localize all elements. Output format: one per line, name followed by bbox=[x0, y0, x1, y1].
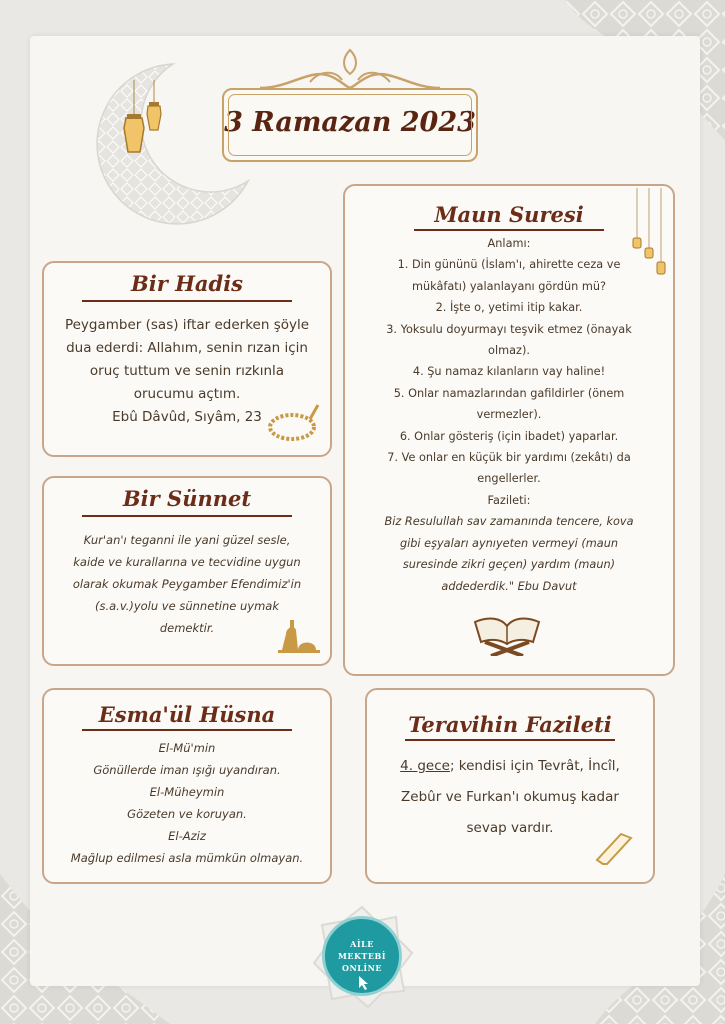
maun-line: suresinde zikri geçen) yardım (maun) bbox=[402, 558, 616, 572]
teravih-card bbox=[365, 688, 655, 884]
lantern-icon bbox=[118, 80, 168, 170]
hadis-line: dua ederdi: Allahım, senin rızan için bbox=[66, 340, 308, 356]
ewer-icon bbox=[276, 614, 322, 654]
maun-line: 5. Onlar namazlarından gafildirler (önem bbox=[393, 386, 625, 400]
logo-line-3: ONLİNE bbox=[341, 963, 383, 973]
sunnet-rule bbox=[82, 515, 292, 517]
esma-card bbox=[42, 688, 332, 884]
maun-line: 6. Onlar gösteriş (için ibadet) yaparlar. bbox=[399, 429, 619, 443]
small-lanterns-icon bbox=[631, 188, 667, 278]
maun-rule bbox=[414, 229, 604, 231]
sunnet-line: demektir. bbox=[159, 621, 215, 635]
esma-line: El-Mü'min bbox=[158, 741, 216, 755]
esma-line: El-Müheymin bbox=[149, 785, 225, 799]
hadis-card bbox=[42, 261, 332, 457]
maun-line: 1. Din gününü (İslam'ı, ahirette ceza ve bbox=[397, 258, 621, 272]
maun-line: olmaz). bbox=[488, 344, 530, 358]
maun-text bbox=[345, 233, 673, 597]
maun-line: 2. İşte o, yetimi itip kakar. bbox=[435, 301, 583, 315]
quran-stand-icon bbox=[471, 612, 543, 656]
hadis-line: orucumu açtım. bbox=[133, 386, 241, 402]
sunnet-line: olarak okumak Peygamber Efendimiz'in bbox=[72, 577, 302, 591]
cursor-icon bbox=[357, 975, 371, 991]
prayer-beads-icon bbox=[266, 401, 322, 445]
sunnet-line: kaide ve kurallarına ve tecvidine uygun bbox=[73, 555, 301, 569]
sunnet-line: (s.a.v.)yolu ve sünnetine uymak bbox=[94, 599, 280, 613]
teravih-line: sevap vardır. bbox=[466, 820, 554, 836]
page-title: 3 Ramazan 2023 bbox=[224, 107, 476, 138]
teravih-title: Teravihin Fazileti bbox=[408, 712, 612, 737]
esma-title: Esma'ül Hüsna bbox=[98, 702, 276, 727]
sunnet-line: Kur'an'ı teganni ile yani güzel sesle, bbox=[83, 533, 291, 547]
maun-line: mükâfatı) yalanlayanı gördün mü? bbox=[411, 279, 607, 293]
esma-text bbox=[44, 737, 330, 869]
teravih-line: Zebûr ve Furkan'ı okumuş kadar bbox=[401, 789, 619, 805]
maun-line: 3. Yoksulu doyurmayı teşvik etmez (önayak bbox=[386, 322, 632, 336]
title-frame bbox=[222, 88, 478, 162]
hadis-line: Ebû Dâvûd, Sıyâm, 23 bbox=[112, 409, 262, 425]
hadis-line: oruç tuttum ve senin rızkınla bbox=[89, 363, 285, 379]
esma-line: Gönüllerde iman ışığı uyandıran. bbox=[93, 763, 281, 777]
logo-line-2: MEKTEBİ bbox=[338, 951, 386, 961]
maun-line: 7. Ve onlar en küçük bir yardımı (zekâtı) da bbox=[387, 451, 631, 465]
esma-line: El-Aziz bbox=[168, 829, 206, 843]
maun-title: Maun Suresi bbox=[434, 202, 584, 227]
teravih-rule bbox=[405, 739, 615, 741]
hadis-rule bbox=[82, 300, 292, 302]
logo-badge[interactable] bbox=[322, 916, 402, 996]
sunnet-card bbox=[42, 476, 332, 666]
maun-line: 4. Şu namaz kılanların vay haline! bbox=[412, 365, 606, 379]
maun-line: engellerler. bbox=[477, 472, 541, 486]
title-ornament-icon bbox=[250, 48, 450, 92]
esma-rule bbox=[82, 729, 292, 731]
esma-line: Mağlup edilmesi asla mümkün olmayan. bbox=[70, 851, 304, 865]
maun-line: Anlamı: bbox=[487, 237, 531, 250]
teravih-line bbox=[367, 751, 653, 782]
maun-card bbox=[343, 184, 675, 676]
teravih-line1-rest: ; kendisi için Tevrât, İncîl, bbox=[449, 758, 620, 774]
maun-line: gibi eşyaları aynıyeten vermeyi (maun bbox=[399, 536, 619, 550]
sunnet-title: Bir Sünnet bbox=[122, 486, 252, 511]
hadis-title: Bir Hadis bbox=[130, 271, 244, 296]
maun-line: Fazileti: bbox=[487, 493, 531, 507]
hadis-line: Peygamber (sas) iftar ederken şöyle bbox=[64, 317, 310, 333]
maun-line: addederdik." Ebu Davut bbox=[441, 579, 577, 593]
maun-line: Biz Resulullah sav zamanında tencere, kova bbox=[384, 515, 634, 529]
scroll-icon bbox=[593, 830, 635, 868]
esma-line: Gözeten ve koruyan. bbox=[127, 807, 247, 821]
maun-line: vermezler). bbox=[476, 408, 542, 422]
logo-line-1: AİLE bbox=[350, 939, 374, 949]
teravih-night-label: 4. gece bbox=[400, 758, 450, 774]
